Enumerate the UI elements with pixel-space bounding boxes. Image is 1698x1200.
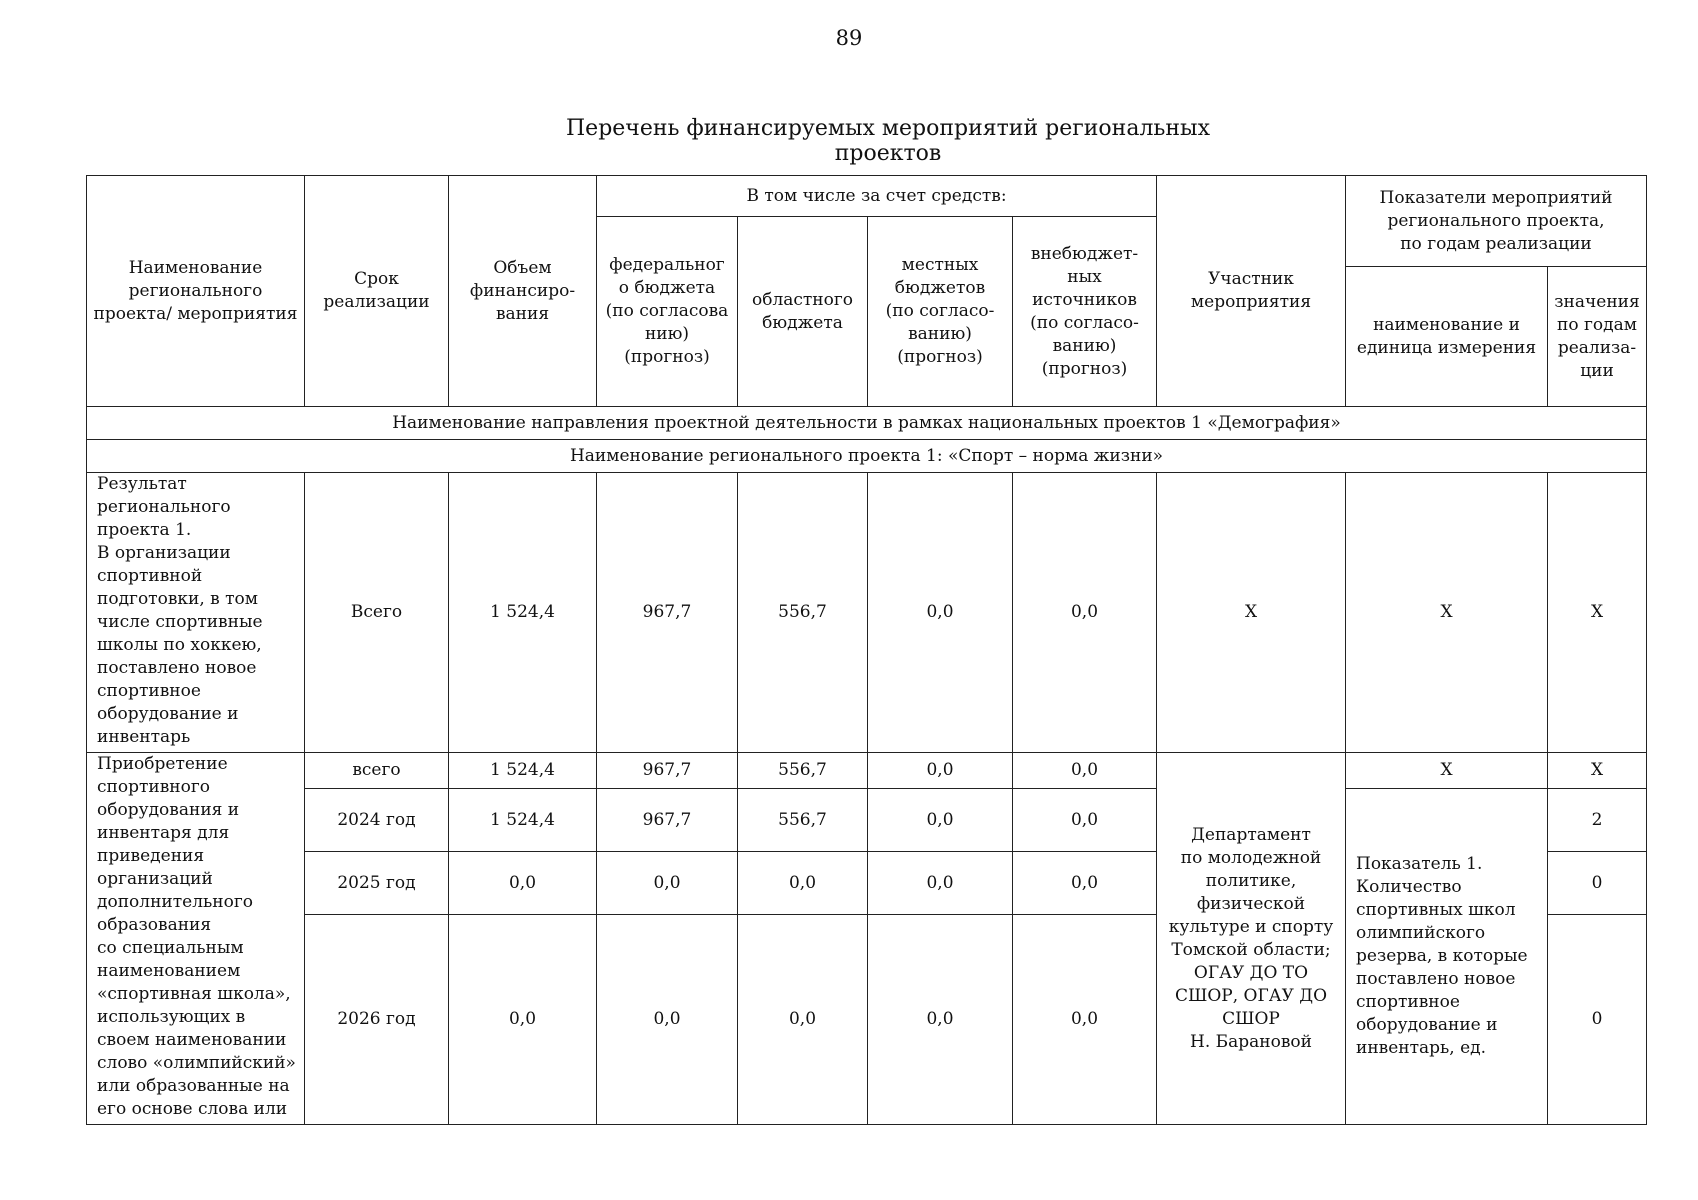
activity-name: Приобретение спортивного оборудования и инвентаря для приведения организаций дополнительного образования со специальным наименованием «спортивная школа», использующих в своем наименовании слово «олимпийский» или образованные на его основе слова или	[87, 753, 305, 1125]
activity-indicator-value: 2	[1548, 789, 1647, 852]
result-volume: 1 524,4	[449, 473, 597, 753]
activity-regional: 0,0	[738, 852, 868, 915]
activity-volume: 1 524,4	[449, 789, 597, 852]
activity-volume: 0,0	[449, 852, 597, 915]
activity-term: 2025 год	[305, 852, 449, 915]
activity-row-2024	[87, 789, 1647, 852]
activity-term: 2024 год	[305, 789, 449, 852]
activity-federal: 0,0	[597, 915, 738, 1125]
activity-volume: 1 524,4	[449, 753, 597, 789]
activity-local: 0,0	[868, 915, 1013, 1125]
result-participant: Х	[1157, 473, 1346, 753]
header-indicators: Показатели мероприятий регионального проекта, по годам реализации	[1346, 176, 1647, 267]
activity-term: всего	[305, 753, 449, 789]
activity-federal: 967,7	[597, 789, 738, 852]
activity-offbudget: 0,0	[1013, 915, 1157, 1125]
header-federal: федеральног о бюджета (по согласова нию) (прогноз)	[597, 217, 738, 407]
result-name: Результат регионального проекта 1. В организации спортивной подготовки, в том числе спортивные школы по хоккею, поставлено новое спортивное оборудование и инвентарь	[87, 473, 305, 753]
activity-local: 0,0	[868, 753, 1013, 789]
activity-participant: Департамент по молодежной политике, физической культуре и спорту Томской области; ОГАУ ДО ТО СШОР, ОГАУ ДО СШОР Н. Барановой	[1157, 753, 1346, 1125]
activity-regional: 556,7	[738, 789, 868, 852]
activity-regional: 0,0	[738, 915, 868, 1125]
result-term: Всего	[305, 473, 449, 753]
activity-indicator-value: 0	[1548, 852, 1647, 915]
result-indicator-name: Х	[1346, 473, 1548, 753]
header-row-1	[87, 176, 1647, 217]
result-regional: 556,7	[738, 473, 868, 753]
activity-indicator-value: Х	[1548, 753, 1647, 789]
header-offbudget: внебюджет- ных источников (по согласо- ванию) (прогноз)	[1013, 217, 1157, 407]
activity-local: 0,0	[868, 789, 1013, 852]
page-number: 89	[835, 26, 863, 50]
project-title: Наименование регионального проекта 1: «Спорт – норма жизни»	[87, 440, 1647, 473]
result-local: 0,0	[868, 473, 1013, 753]
project-row	[87, 440, 1647, 473]
result-offbudget: 0,0	[1013, 473, 1157, 753]
activity-offbudget: 0,0	[1013, 753, 1157, 789]
result-federal: 967,7	[597, 473, 738, 753]
activity-federal: 967,7	[597, 753, 738, 789]
header-including: В том числе за счет средств:	[597, 176, 1157, 217]
activity-indicator-value: 0	[1548, 915, 1647, 1125]
header-local: местных бюджетов (по согласо- ванию) (прогноз)	[868, 217, 1013, 407]
header-term: Срок реализации	[305, 176, 449, 407]
activity-row-total	[87, 753, 1647, 789]
header-participant: Участник мероприятия	[1157, 176, 1346, 407]
activity-volume: 0,0	[449, 915, 597, 1125]
activity-offbudget: 0,0	[1013, 852, 1157, 915]
direction-row	[87, 407, 1647, 440]
activity-federal: 0,0	[597, 852, 738, 915]
header-indicator-name: наименование и единица измерения	[1346, 267, 1548, 407]
activity-indicator-name-total: Х	[1346, 753, 1548, 789]
projects-table	[86, 175, 1647, 1125]
activity-indicator-name: Показатель 1. Количество спортивных школ олимпийского резерва, в которые поставлено новое спортивное оборудование и инвентарь, ед.	[1346, 789, 1548, 1125]
header-name: Наименование регионального проекта/ мероприятия	[87, 176, 305, 407]
document-title: Перечень финансируемых мероприятий региональных проектов	[566, 116, 1210, 166]
header-volume: Объем финансиро- вания	[449, 176, 597, 407]
activity-term: 2026 год	[305, 915, 449, 1125]
result-row	[87, 473, 1647, 753]
header-regional: областного бюджета	[738, 217, 868, 407]
header-indicator-values: значения по годам реализа- ции	[1548, 267, 1647, 407]
activity-local: 0,0	[868, 852, 1013, 915]
direction-title: Наименование направления проектной деятельности в рамках национальных проектов 1 «Демография»	[87, 407, 1647, 440]
activity-offbudget: 0,0	[1013, 789, 1157, 852]
result-indicator-value: Х	[1548, 473, 1647, 753]
activity-regional: 556,7	[738, 753, 868, 789]
